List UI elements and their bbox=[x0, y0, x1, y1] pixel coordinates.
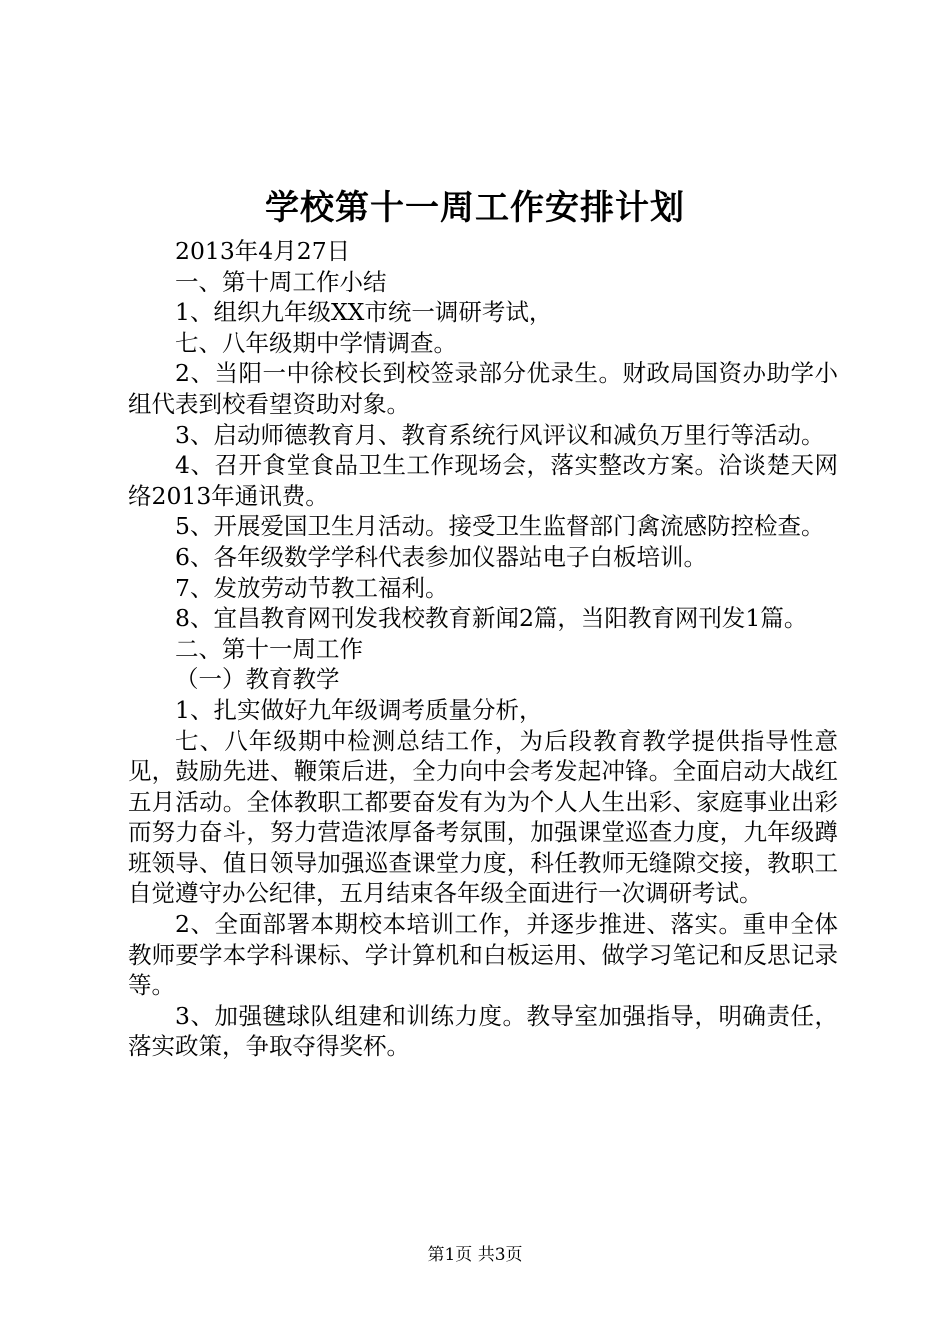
summary-item-1-continued: 七、八年级期中学情调查。 bbox=[175, 328, 457, 357]
section-heading-week10-summary: 一、第十周工作小结 bbox=[175, 267, 387, 296]
plan-item-1: 1、扎实做好九年级调考质量分析， bbox=[175, 695, 543, 724]
page-number-footer: 第1页 共3页 bbox=[427, 1245, 523, 1265]
document-title: 学校第十一周工作安排计划 bbox=[265, 188, 685, 228]
summary-item-1: 1、组织九年级XX市统一调研考试， bbox=[175, 298, 553, 327]
plan-item-3: 3、加强毽球队组建和训练力度。教导室加强指导，明确责任，落实政策，争取夺得奖杯。 bbox=[128, 1001, 838, 1061]
summary-item-4: 4、召开食堂食品卫生工作现场会，落实整改方案。洽谈楚天网络2013年通讯费。 bbox=[128, 451, 838, 510]
plan-item-1-continued: 七、八年级期中检测总结工作，为后段教育教学提供指导性意见，鼓励先进、鞭策后进，全力向中会考发起冲锋。全面启动大战红五月活动。全体教职工都要奋发有为为个人人生出彩、家庭事业出彩而努力奋斗，努力营造浓厚备考氛围，加强课堂巡查力度，九年级蹲班领导、值日领导加强巡查课堂力度，科任教师无缝隙交接，教职工自觉遵守办公纪律，五月结束各年级全面进行一次调研考试。 bbox=[128, 726, 838, 908]
document-body bbox=[128, 236, 838, 1062]
date-line: 2013年4月27日 bbox=[175, 237, 351, 265]
summary-item-6: 6、各年级数学学科代表参加仪器站电子白板培训。 bbox=[175, 542, 707, 571]
summary-item-2: 2、当阳一中徐校长到校签录部分优录生。财政局国资办助学小组代表到校看望资助对象。 bbox=[128, 359, 838, 418]
summary-item-3: 3、启动师德教育月、教育系统行风评议和减负万里行等活动。 bbox=[175, 420, 825, 449]
summary-item-7: 7、发放劳动节教工福利。 bbox=[175, 573, 449, 602]
subsection-heading-teaching: （一）教育教学 bbox=[175, 665, 340, 694]
summary-item-5: 5、开展爱国卫生月活动。接受卫生监督部门禽流感防控检查。 bbox=[175, 512, 825, 541]
summary-item-8: 8、宜昌教育网刊发我校教育新闻2篇，当阳教育网刊发1篇。 bbox=[175, 604, 808, 633]
section-heading-week11-plan: 二、第十一周工作 bbox=[175, 634, 363, 663]
plan-item-2: 2、全面部署本期校本培训工作，并逐步推进、落实。重申全体教师要学本学科课标、学计算机和白板运用、做学习笔记和反思记录等。 bbox=[128, 910, 838, 1000]
